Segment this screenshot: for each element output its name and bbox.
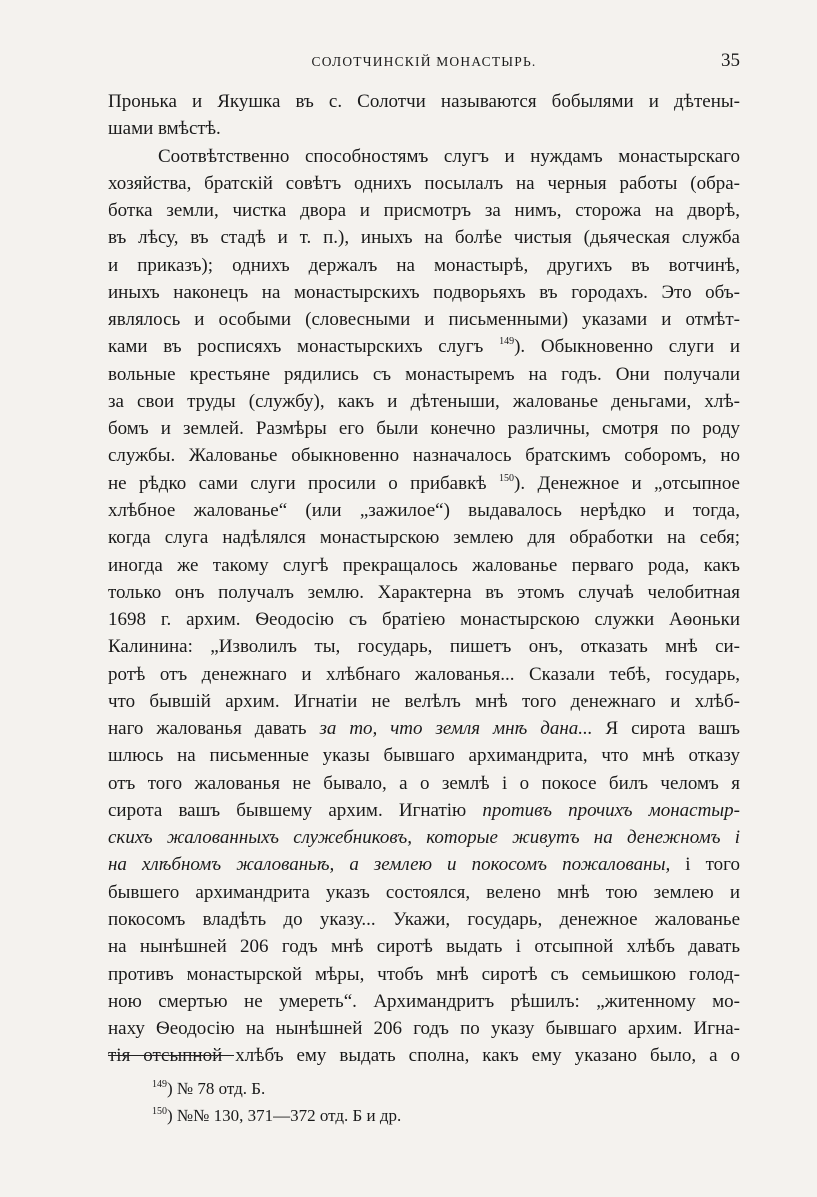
line-text: і того <box>670 854 740 876</box>
line-text: службы. Жалованье обыкновенно назначалось братскимъ соборомъ, но <box>108 445 740 467</box>
footnote-number: 150 <box>152 1106 167 1117</box>
line-text: противъ монастырской мѣры, чтобъ мнѣ сиротѣ съ семьишкою голод- <box>108 963 740 985</box>
line-text: бомъ и землей. Размѣры его были конечно различны, смотря по роду <box>108 418 740 440</box>
text-line <box>108 470 740 497</box>
text-line <box>108 115 740 142</box>
line-text: тія отсыпной хлѣбъ ему выдать сполна, какъ ему указано было, а о <box>108 1045 740 1067</box>
text-line <box>108 170 740 197</box>
text-line <box>108 742 740 769</box>
line-text: въ лѣсу, въ стадѣ и т. п.), иныхъ на болѣе чистыя (дьяческая служба <box>108 227 740 249</box>
running-title: СОЛОТЧИНСКІЙ МОНАСТЫРЬ. <box>311 54 537 69</box>
text-line <box>108 688 740 715</box>
line-text: Соотвѣтственно способностямъ слугъ и нуждамъ монастырскаго <box>158 145 740 167</box>
text-line <box>108 361 740 388</box>
footnote <box>152 1075 652 1102</box>
text-line <box>108 961 740 988</box>
text-line <box>108 715 740 742</box>
line-text: являлось и особыми (словесными и письменными) указами и отмѣт- <box>108 309 740 331</box>
text-line <box>108 661 740 688</box>
footnotes <box>152 1075 652 1129</box>
footnote-text: ) №№ 130, 371—372 отд. Б и др. <box>167 1106 402 1125</box>
footnote <box>152 1102 652 1129</box>
text-line <box>108 279 740 306</box>
text-line <box>108 306 740 333</box>
line-text: ). Денежное и „отсыпное <box>514 472 740 494</box>
text-line <box>108 224 740 251</box>
line-text: Пронька и Якушка въ с. Солотчи называются бобылями и дѣтены- <box>108 91 740 112</box>
line-text: покосомъ владѣть до указу... Укажи, государь, денежное жалованье <box>108 908 740 930</box>
line-text: Калинина: „Изволилъ ты, государь, пишетъ онъ, отказать мнѣ си- <box>108 636 740 658</box>
text-line <box>108 497 740 524</box>
text-line <box>108 88 740 115</box>
text-line <box>108 552 740 579</box>
italic-quote: за то, что земля мнѣ дана... <box>319 718 593 740</box>
line-text: ною смертью не умереть“. Архимандритъ рѣшилъ: „житенному мо- <box>108 990 740 1012</box>
text-line <box>108 388 740 415</box>
line-text: когда слуга надѣлялся монастырскою землею для обработки на себя; <box>108 527 740 549</box>
running-head <box>108 50 740 76</box>
line-text: ботка земли, чистка двора и присмотръ за нимъ, сторожа на дворѣ, <box>108 200 740 222</box>
line-text: вольные крестьяне рядились съ монастыремъ на годъ. Они получали <box>108 363 740 385</box>
footnote-number: 149 <box>152 1079 167 1090</box>
line-text: Я сирота вашъ <box>592 718 740 740</box>
line-text: наху Ѳеодосію на нынѣшней 206 годъ по указу бывшаго архим. Игна- <box>108 1018 740 1040</box>
line-text: отъ того жалованья не бывало, а о землѣ і о покосе билъ челомъ я <box>108 772 740 794</box>
line-text: за свои труды (службу), какъ и дѣтеныши, жалованье деньгами, хлѣ- <box>108 390 740 412</box>
text-line <box>108 851 740 878</box>
text-line <box>108 442 740 469</box>
text-line <box>108 770 740 797</box>
text-line <box>108 879 740 906</box>
text-line <box>108 1015 740 1042</box>
footnote-text: ) № 78 отд. Б. <box>167 1079 266 1098</box>
text-line <box>108 606 740 633</box>
text-line <box>108 252 740 279</box>
text-line <box>108 824 740 851</box>
text-line <box>108 933 740 960</box>
text-line <box>108 579 740 606</box>
italic-quote: противъ прочихъ монастыр- <box>482 799 740 821</box>
body-text <box>108 88 740 1070</box>
line-text: наго жалованья давать <box>108 718 320 740</box>
text-line <box>108 633 740 660</box>
line-text: ротѣ отъ денежнаго и хлѣбнаго жалованья... Сказали тебѣ, государь, <box>108 663 740 685</box>
line-text: только онъ получалъ землю. Характерна въ этомъ случаѣ челобитная <box>108 581 740 603</box>
line-text: ками въ росписяхъ монастырскихъ слугъ <box>108 336 500 358</box>
italic-quote: скихъ жалованныхъ служебниковъ, которые живутъ на денежномъ і <box>108 827 740 849</box>
text-line <box>108 197 740 224</box>
line-text: 1698 г. архим. Ѳеодосію съ братіею монастырскою служки Аѳоньки <box>108 609 740 631</box>
line-text: шлюсь на письменные указы бывшаго архимандрита, что мнѣ отказу <box>108 745 740 767</box>
text-line <box>108 797 740 824</box>
line-text: хозяйства, братскій совѣтъ однихъ посылалъ на черныя работы (обра- <box>108 172 740 194</box>
line-text: бывшего архимандрита указъ состоялся, велено мнѣ тою землею и <box>108 881 740 903</box>
text-line <box>108 415 740 442</box>
line-text: иныхъ наконецъ на монастырскихъ подворьяхъ въ городахъ. Это объ- <box>108 281 740 303</box>
text-line <box>108 524 740 551</box>
line-text: хлѣбное жалованье“ (или „зажилое“) выдавалось нерѣдко и тогда, <box>108 499 740 521</box>
footnote-reference: 150 <box>499 472 514 484</box>
line-text: ). Обыкновенно слуги и <box>514 336 740 358</box>
line-text: сирота вашъ бывшему архим. Игнатію <box>108 799 483 821</box>
page-number: 35 <box>721 50 740 71</box>
line-text: иногда же такому слугѣ прекращалось жалованье перваго рода, какъ <box>108 554 740 576</box>
text-line <box>108 988 740 1015</box>
line-text: что бывшій архим. Игнатіи не велѣлъ мнѣ того денежнаго и хлѣб- <box>108 690 740 712</box>
line-text: на нынѣшней 206 годъ мнѣ сиротѣ выдать і отсыпной хлѣбъ давать <box>108 936 740 958</box>
footnote-divider <box>108 1055 234 1056</box>
line-text: и приказъ); однихъ держалъ на монастырѣ, другихъ въ вотчинѣ, <box>108 254 740 276</box>
text-line <box>108 333 740 360</box>
footnote-reference: 149 <box>499 336 515 348</box>
line-text: не рѣдко сами слуги просили о прибавкѣ <box>108 472 499 494</box>
italic-quote: на хлѣбномъ жалованьѣ, а землею и покосомъ пожалованы, <box>108 854 671 876</box>
text-line <box>108 143 740 170</box>
line-text: шами вмѣстѣ. <box>108 118 221 140</box>
text-line <box>108 906 740 933</box>
